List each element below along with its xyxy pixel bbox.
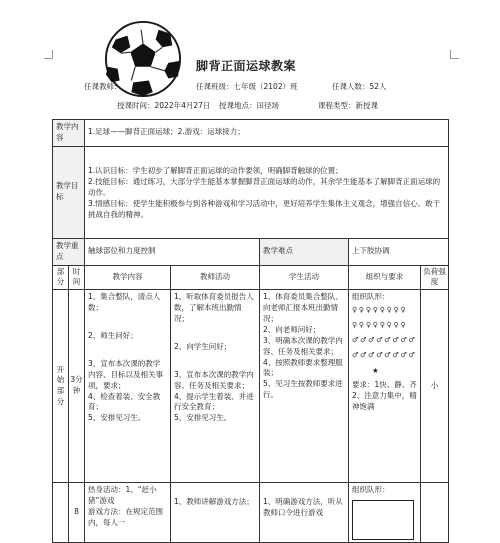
start-org xyxy=(349,290,421,483)
warm-content xyxy=(85,483,171,543)
teacher-star-icon: ★ xyxy=(372,366,379,376)
list-item: 1、明确游戏方法，听从教师口令进行游戏 xyxy=(263,497,343,518)
page-title: 脚背正面运球教案 xyxy=(196,59,297,73)
list-item: 游戏方法：在规定范围内，每人一 xyxy=(88,507,163,527)
start-time: 3分钟 xyxy=(69,290,85,483)
time-label: 授课时间：2022年4月27日 xyxy=(117,101,211,110)
list-item: 5、安排见习生。 xyxy=(174,413,232,423)
col-content: 教学内容 xyxy=(85,265,171,290)
goals-text xyxy=(85,146,449,238)
start-part: 开始部分 xyxy=(53,290,69,483)
list-item: 3、宣布本次课的教学内容、目标以及相关事项，要求； xyxy=(88,358,163,390)
list-item: 1、教师讲解游戏方法； xyxy=(174,497,254,507)
warm-teacher xyxy=(171,483,260,543)
org-requirement: 要求：1快、静、齐 xyxy=(352,380,417,389)
col-time: 时间 xyxy=(69,265,85,290)
list-item: 3、明确本次课的教学内容、任务及相关要求； xyxy=(263,335,343,356)
warm-student xyxy=(260,483,349,543)
type-label: 课程类型：新授课 xyxy=(318,101,378,110)
list-item: 1、集合整队，清点人数； xyxy=(88,292,161,313)
warm-part xyxy=(53,483,69,543)
list-item: 4、按照教师要求整理服装； xyxy=(263,357,343,378)
list-item: 1、听取体育委员报告人数，了解本班出勤情况； xyxy=(174,292,254,323)
lesson-plan-table xyxy=(52,119,449,543)
warm-load xyxy=(421,483,449,543)
list-item: 热身活动：1、“赶小猪”游戏 xyxy=(88,485,157,506)
list-item: 5、见习生按教师要求进行。 xyxy=(263,379,343,400)
warm-time: 8 xyxy=(69,483,85,543)
formation-row: ♀♀♀♀♀♀♀♀ xyxy=(352,306,408,315)
class-label: 任课班级：七年级（2102）班 xyxy=(196,82,298,91)
start-student xyxy=(260,290,349,483)
col-load: 负荷强度 xyxy=(421,265,449,290)
warmup-section-row xyxy=(53,483,449,543)
list-item: 5、安排见习生。 xyxy=(88,413,146,423)
col-teacher: 教师活动 xyxy=(171,265,260,290)
crop-mark-top-right xyxy=(450,50,459,59)
goals-row xyxy=(53,146,449,238)
teacher-label: 任课教师: xyxy=(84,82,117,91)
keypoint-text: 触球部位和力度控制 xyxy=(85,238,260,265)
goal-item: 2.技能目标：通过练习，大部分学生能基本掌握脚背正面运球的动作，其余学生能基本了解脚背正面运球的动作。 xyxy=(88,176,441,197)
col-org: 组织与要求 xyxy=(349,265,421,290)
start-content xyxy=(85,290,171,483)
content-text: 1.足球——脚背正面运球；2.游戏：运球接力； xyxy=(85,120,449,147)
keypoint-label: 教学重点 xyxy=(53,238,85,265)
count-label: 任课人数：52人 xyxy=(332,82,387,91)
content-row xyxy=(53,120,449,147)
difficulty-text: 上下肢协调 xyxy=(349,238,449,265)
col-student: 学生活动 xyxy=(260,265,349,290)
place-label: 授课地点：田径场 xyxy=(219,101,279,110)
start-load: 小 xyxy=(421,290,449,483)
crop-mark-top-left xyxy=(44,50,53,59)
org-title: 组织队形： xyxy=(352,292,390,302)
list-item: 4、检查着装、安全教育； xyxy=(88,391,161,412)
list-item: 4、提示学生着装、并进行安全教育； xyxy=(174,391,254,412)
formation-row: ♀♀♀♀♀♀♀♀ xyxy=(352,321,408,330)
col-part: 部分 xyxy=(53,265,69,290)
list-item: 2、向学生问好； xyxy=(174,341,232,351)
difficulty-label: 教学难点 xyxy=(260,238,349,265)
goals-label: 教学目标 xyxy=(53,146,85,238)
list-item: 2、向老师问好； xyxy=(263,324,321,334)
goal-item: 3.情感目标：使学生能积极参与到各种游戏和学习活动中，更好培养学生集体主义观念，增强自信心、敢于挑战自我的精神。 xyxy=(88,198,441,219)
list-item: 1、体育委员集合整队、向老师汇报本班出勤情况； xyxy=(263,292,343,323)
warm-org xyxy=(349,483,421,543)
content-label: 教学内容 xyxy=(53,120,85,147)
formation-row: ♂♂♂♂♂♂♂♂ xyxy=(352,336,417,345)
org-requirement: 2、注意力集中，精神饱满 xyxy=(352,390,417,411)
list-item: 3、宣布本次课的教学内容、任务及相关要求； xyxy=(174,369,254,390)
goal-item: 1.认识目标：学生初步了解脚背正面运球的动作要领，明确脚背触球的位置； xyxy=(88,166,343,176)
start-section-row xyxy=(53,290,449,483)
formation-row: ♂♂♂♂♂♂♂♂ xyxy=(352,351,417,360)
formation-area-box xyxy=(352,500,414,540)
start-teacher xyxy=(171,290,260,483)
org-title: 组织队形： xyxy=(352,485,390,495)
list-item: 2、师生问好； xyxy=(88,331,138,340)
column-header-row xyxy=(53,265,449,290)
keypoint-row xyxy=(53,238,449,265)
